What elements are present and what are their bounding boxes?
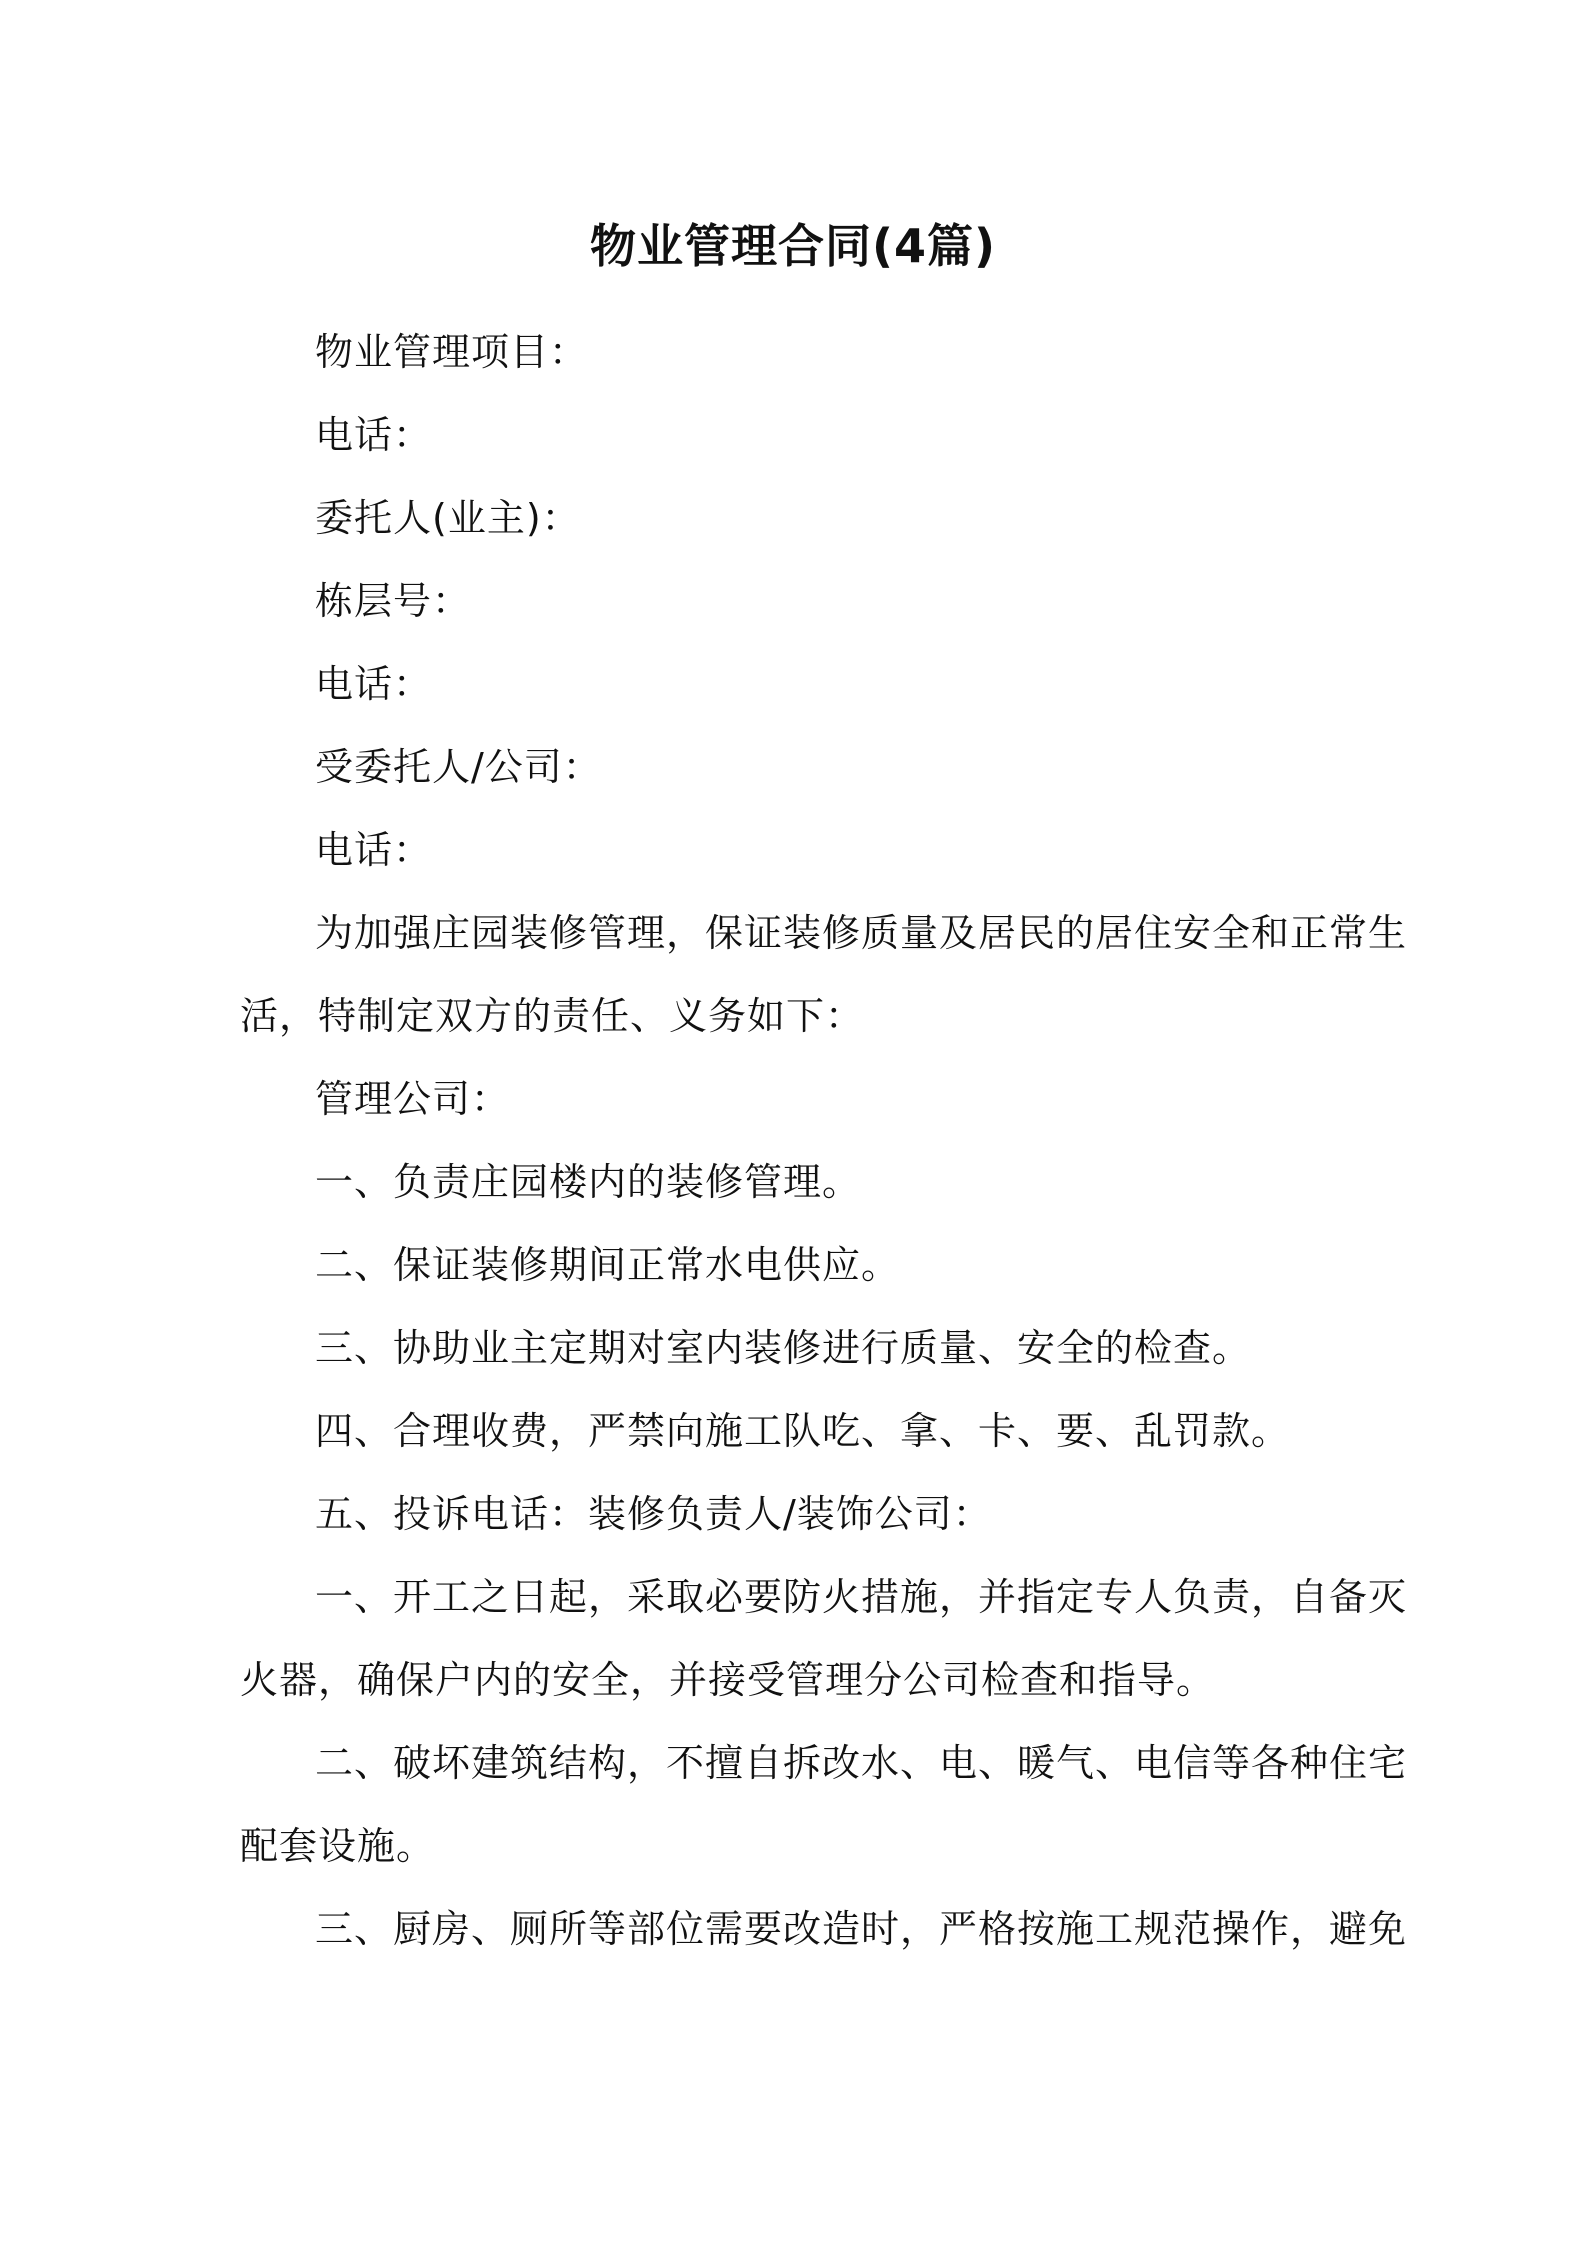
field-client-owner: 委托人(业主)： bbox=[315, 496, 581, 540]
decor-item-1-line-1: 一、开工之日起，采取必要防火措施，并指定专人负责，自备灭 bbox=[315, 1575, 1408, 1619]
decor-item-3-line-1: 三、厨房、厕所等部位需要改造时，严格按施工规范操作，避免 bbox=[315, 1907, 1408, 1951]
intro-line-1: 为加强庄园装修管理，保证装修质量及居民的居住安全和正常生 bbox=[315, 911, 1408, 955]
field-phone-3: 电话： bbox=[315, 828, 433, 872]
field-project: 物业管理项目： bbox=[315, 330, 589, 374]
field-building-floor: 栋层号： bbox=[315, 579, 472, 623]
company-item-1: 一、负责庄园楼内的装修管理。 bbox=[315, 1160, 862, 1204]
field-trustee-company: 受委托人/公司： bbox=[315, 745, 602, 789]
management-heading: 管理公司： bbox=[315, 1077, 511, 1121]
company-item-5: 五、投诉电话：装修负责人/装饰公司： bbox=[315, 1492, 992, 1536]
document-title: 物业管理合同(4篇) bbox=[589, 219, 997, 273]
decor-item-2-line-2: 配套设施。 bbox=[240, 1824, 436, 1868]
intro-line-2: 活，特制定双方的责任、义务如下： bbox=[240, 994, 865, 1038]
company-item-4: 四、合理收费，严禁向施工队吃、拿、卡、要、乱罚款。 bbox=[315, 1409, 1291, 1453]
company-item-2: 二、保证装修期间正常水电供应。 bbox=[315, 1243, 901, 1287]
company-item-3: 三、协助业主定期对室内装修进行质量、安全的检查。 bbox=[315, 1326, 1252, 1370]
field-phone-2: 电话： bbox=[315, 662, 433, 706]
decor-item-2-line-1: 二、破坏建筑结构，不擅自拆改水、电、暖气、电信等各种住宅 bbox=[315, 1741, 1408, 1785]
field-phone-1: 电话： bbox=[315, 413, 433, 457]
decor-item-1-line-2: 火器，确保户内的安全，并接受管理分公司检查和指导。 bbox=[240, 1658, 1216, 1702]
